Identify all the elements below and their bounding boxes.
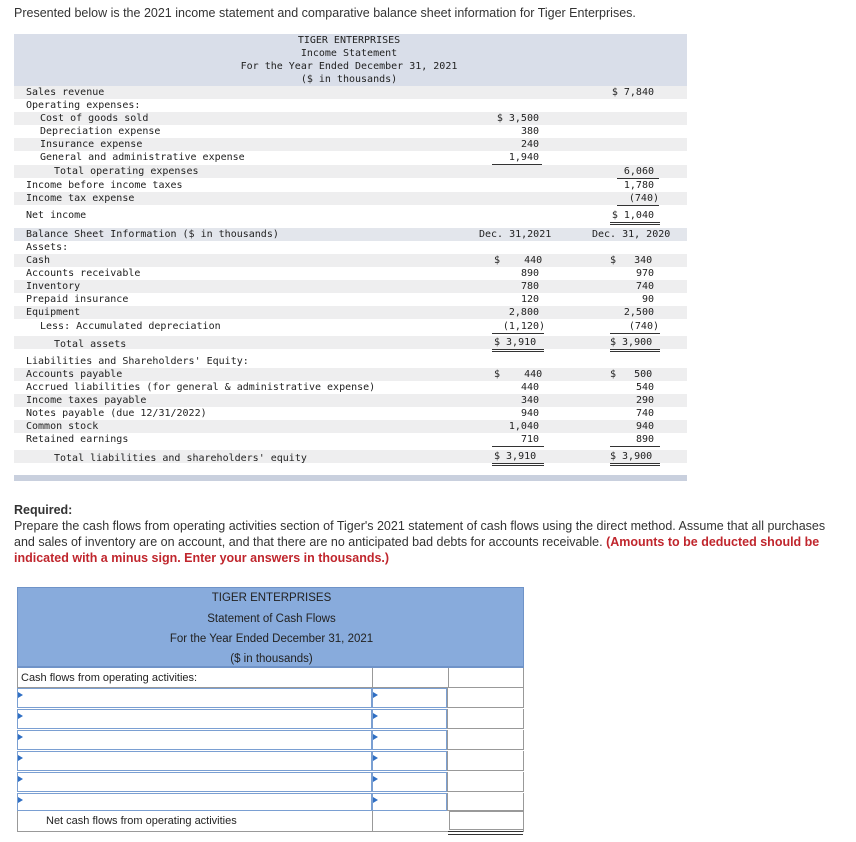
liability-v1: $ 440 (494, 369, 543, 380)
liability-label: Accrued liabilities (for general & administrative expense) (26, 382, 376, 393)
liability-label: Common stock (26, 421, 99, 432)
net-income-value: $ 1,040 (611, 210, 654, 221)
liability-v1: 940 (520, 408, 539, 419)
cf-amount-input[interactable] (372, 793, 447, 811)
cf-input-row (17, 730, 524, 750)
col-2020: Dec. 31, 2020 (592, 229, 671, 240)
cf-input-row (17, 688, 524, 708)
expense-value: 1,940 (508, 152, 539, 163)
liability-v2: 290 (635, 395, 654, 406)
liabilities-label: Liabilities and Shareholders' Equity: (26, 356, 249, 367)
sales-value: $ 7,840 (611, 87, 654, 98)
asset-label: Prepaid insurance (26, 294, 129, 305)
cf-input-row (17, 709, 524, 729)
total-assets-v2: $ 3,900 (610, 337, 653, 348)
asset-v1: 2,800 (508, 307, 539, 318)
cf-input-row (17, 793, 524, 811)
cf-amount-input[interactable] (372, 772, 447, 792)
dropdown-arrow-icon (18, 713, 23, 719)
liability-v1: 1,040 (508, 421, 539, 432)
expense-label: Cost of goods sold (40, 113, 149, 124)
cf-amount-input[interactable] (372, 688, 447, 708)
required-text: Prepare the cash flows from operating activities section of Tiger's 2021 statement of cash flows using the direct method. Assume that all purchases and sales of inventory are on account, and that there are no anticipated bad debts for accounts receivable. (14, 519, 826, 549)
liability-v2: 940 (635, 421, 654, 432)
balance-sheet-title: Balance Sheet Information ($ in thousands) (26, 229, 279, 240)
pretax-value: 1,780 (623, 180, 654, 191)
dropdown-arrow-icon (373, 734, 378, 740)
dropdown-arrow-icon (373, 755, 378, 761)
liability-v2: 890 (635, 434, 654, 445)
total-le-label: Total liabilities and shareholders' equity (54, 453, 307, 464)
cf-input-row (17, 751, 524, 771)
liability-label: Accounts payable (26, 369, 123, 380)
cf-description-input[interactable] (17, 709, 372, 729)
total-le-v2: $ 3,900 (610, 451, 653, 462)
dropdown-arrow-icon (18, 692, 23, 698)
cf-total-input[interactable] (449, 811, 524, 830)
total-opex-value: 6,060 (623, 166, 654, 177)
cash-flow-header (17, 587, 524, 667)
financial-statements (14, 34, 687, 481)
expense-value: 380 (520, 126, 539, 137)
liability-v1: 440 (520, 382, 539, 393)
dropdown-arrow-icon (18, 776, 23, 782)
expense-value: $ 3,500 (496, 113, 539, 124)
asset-v2: 740 (635, 281, 654, 292)
cf-input-row (17, 772, 524, 792)
cf-amount-input[interactable] (372, 751, 447, 771)
cash-flow-table (17, 587, 524, 832)
asset-label: Less: Accumulated depreciation (40, 321, 221, 332)
required-section (14, 502, 844, 566)
liability-label: Income taxes payable (26, 395, 147, 406)
cf-total-label: Net cash flows from operating activities (46, 815, 237, 827)
liability-v2: $ 500 (610, 369, 653, 380)
total-le-v1: $ 3,910 (494, 451, 537, 462)
cf-description-input[interactable] (17, 688, 372, 708)
expense-label: Depreciation expense (40, 126, 161, 137)
expense-label: General and administrative expense (40, 152, 245, 163)
dropdown-arrow-icon (373, 776, 378, 782)
tax-label: Income tax expense (26, 193, 135, 204)
cf-section-label: Cash flows from operating activities: (21, 672, 198, 684)
cf-period: For the Year Ended December 31, 2021 (169, 633, 374, 645)
asset-v2: 970 (635, 268, 654, 279)
cf-description-input[interactable] (17, 751, 372, 771)
dropdown-arrow-icon (18, 797, 23, 803)
asset-v2: (740) (628, 321, 659, 332)
col-2021: Dec. 31,2021 (479, 229, 552, 240)
liability-v1: 340 (520, 395, 539, 406)
pretax-label: Income before income taxes (26, 180, 183, 191)
expense-label: Insurance expense (40, 139, 143, 150)
liability-label: Retained earnings (26, 434, 129, 445)
liability-label: Notes payable (due 12/31/2022) (26, 408, 207, 419)
cf-description-input[interactable] (17, 793, 372, 811)
opex-label: Operating expenses: (26, 100, 141, 111)
asset-label: Cash (26, 255, 51, 266)
asset-v1: 120 (520, 294, 539, 305)
liability-v2: 540 (635, 382, 654, 393)
cf-description-input[interactable] (17, 772, 372, 792)
total-assets-label: Total assets (54, 339, 127, 350)
statement-period: For the Year Ended December 31, 2021 (240, 61, 458, 72)
liability-v2: 740 (635, 408, 654, 419)
net-income-label: Net income (26, 210, 87, 221)
asset-v2: 2,500 (623, 307, 654, 318)
cf-amount-input[interactable] (372, 709, 447, 729)
income-statement-header (14, 34, 687, 86)
dropdown-arrow-icon (373, 692, 378, 698)
asset-v1: (1,120) (502, 321, 545, 332)
required-heading: Required: (14, 503, 73, 517)
company-name: TIGER ENTERPRISES (297, 35, 401, 46)
asset-label: Accounts receivable (26, 268, 141, 279)
cf-title: Statement of Cash Flows (207, 613, 336, 625)
total-opex-label: Total operating expenses (54, 166, 199, 177)
total-assets-v1: $ 3,910 (494, 337, 537, 348)
dropdown-arrow-icon (373, 797, 378, 803)
tax-value: (740) (628, 193, 659, 204)
asset-v2: $ 340 (610, 255, 653, 266)
cf-amount-input[interactable] (372, 730, 447, 750)
required-note: (Amounts to be deducted should be indicated with a minus sign. Enter your answers in thousands.) (14, 535, 820, 565)
cf-description-input[interactable] (17, 730, 372, 750)
statement-footer-bar (14, 475, 687, 481)
cf-company: TIGER ENTERPRISES (211, 592, 332, 604)
cf-section-row (17, 668, 524, 688)
dropdown-arrow-icon (18, 734, 23, 740)
asset-v2: 90 (641, 294, 654, 305)
expense-value: 240 (520, 139, 539, 150)
liability-v1: 710 (520, 434, 539, 445)
dropdown-arrow-icon (18, 755, 23, 761)
intro-text: Presented below is the 2021 income statement and comparative balance sheet information for Tiger Enterprises. (14, 6, 636, 20)
cf-units: ($ in thousands) (230, 653, 313, 665)
statement-units: ($ in thousands) (300, 74, 398, 85)
statement-title: Income Statement (300, 48, 398, 59)
assets-label: Assets: (26, 242, 69, 253)
asset-label: Equipment (26, 307, 81, 318)
asset-label: Inventory (26, 281, 81, 292)
asset-v1: 890 (520, 268, 539, 279)
asset-v1: 780 (520, 281, 539, 292)
dropdown-arrow-icon (373, 713, 378, 719)
cf-total-row (17, 811, 524, 832)
sales-label: Sales revenue (26, 87, 105, 98)
asset-v1: $ 440 (494, 255, 543, 266)
